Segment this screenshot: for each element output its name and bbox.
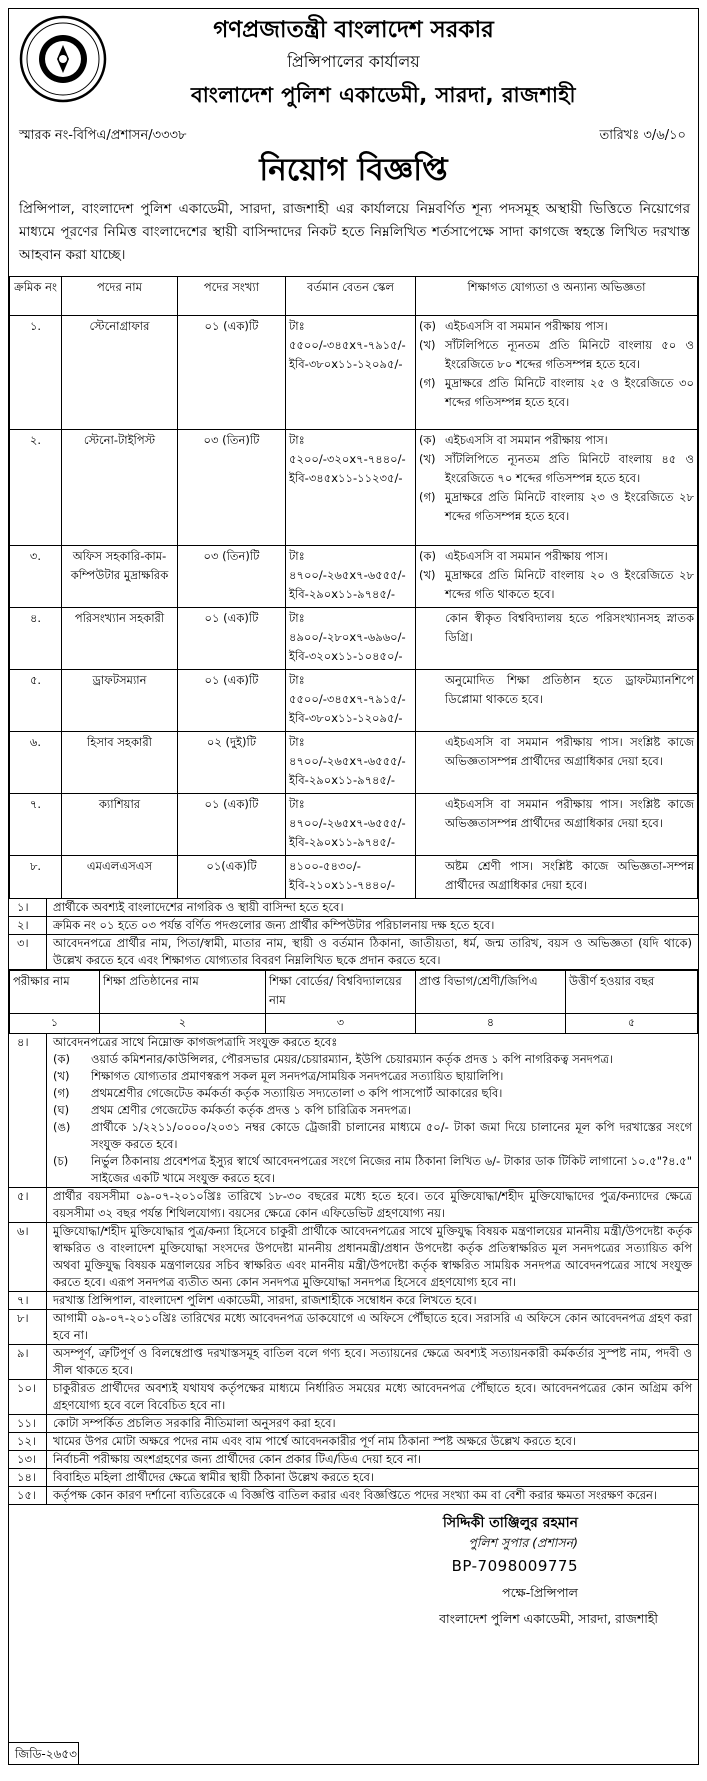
footer-code: জিডি-২৬৫৩ xyxy=(9,1742,79,1764)
post-pay-scale: টাঃ ৪৭০০/-২৬৫x৭-৬৫৫৫/- ইবি-২৯০x১১-৯৭৪৫/- xyxy=(286,794,416,856)
posts-header-row xyxy=(10,277,698,316)
note-item xyxy=(9,1487,698,1505)
post-serial: ৮. xyxy=(10,856,62,899)
document-list-item xyxy=(53,1068,692,1085)
posts-header-cell: ক্রমিক নং xyxy=(10,277,62,316)
education-table xyxy=(9,970,698,1034)
qualification-label: (ক) xyxy=(419,549,437,563)
note-item xyxy=(9,1292,698,1310)
note-item xyxy=(9,1433,698,1451)
note-number: ১৩। xyxy=(9,1451,47,1468)
note-text: প্রার্থীকে অবশ্যই বাংলাদেশের নাগরিক ও স্থায়ী বাসিন্দা হতে হবে। xyxy=(53,900,344,914)
post-row xyxy=(10,794,698,856)
qualification-text: সাঁটলিপিতে ন্যূনতম প্রতি মিনিটে বাংলায় ৫০ ও ইংরেজিতে ৮০ শব্দের গতিসম্পন্ন হতে হবে। xyxy=(445,338,694,371)
posts-header-cell: বর্তমান বেতন স্কেল xyxy=(286,277,416,316)
note-item xyxy=(9,1034,698,1188)
note-number: ৫। xyxy=(9,1188,47,1222)
qualification-item xyxy=(419,337,694,375)
signature-block xyxy=(9,1505,698,1655)
document-list-label: (ক) xyxy=(53,1052,71,1066)
note-number: ৮। xyxy=(9,1310,47,1344)
education-number-cell: ১ xyxy=(10,1014,100,1034)
note-number: ১১। xyxy=(9,1415,47,1432)
post-count: ০২ (দুই)টি xyxy=(178,732,286,794)
note-text: কর্তৃপক্ষ কোন কারণ দর্শানো ব্যতিরেকে এ বিজ্ঞপ্তি বাতিল করার এবং বিজ্ঞপ্তিতে পদের সংখ্যা কম বা বেশী করার ক্ষমতা সংরক্ষণ করেন। xyxy=(53,1488,658,1502)
note-text: মুক্তিযোদ্ধা/শহীদ মুক্তিযোদ্ধার পুত্র/কন্যা হিসেবে চাকুরী প্রার্থীকে আবেদনপত্রের সাথে মুক্তিযুদ্ধ বিষয়ক মন্ত্রণালয়ের মাননীয় মন্ত্রী/উপদেষ্টা কর্তৃক স্বাক্ষরিত ও বাংলাদেশ মুক্তিযোদ্ধা সংসদের উপদেষ্টা মাননীয় প্রধানমন্ত্রী/প্রধান উপদেষ্টা কর্তৃক প্রতিস্বাক্ষরিত মূল সনদপত্রের সত্যায়িত কপি অথবা মুক্তিযুদ্ধ বিষয়ক মন্ত্রণালয়ের সচিব স্বাক্ষরিত এবং মাননীয় মন্ত্রী/উপদেষ্টা কর্তৃক স্বাক্ষরিত সাময়িক সনদপত্র আবেদনপত্রের সাথে সংযুক্ত করতে হবে। এরূপ সনদপত্র ব্যতীত অন্য কোন সনদপত্র মুক্তিযোদ্ধা সনদপত্র হিসেবে গ্রহণযোগ্য হবে না। xyxy=(53,1224,692,1289)
memo-date: তারিখঃ ৩/৬/১০ xyxy=(599,128,686,143)
note-number: ১২। xyxy=(9,1433,47,1450)
notes-list-a xyxy=(9,899,698,970)
qualification-text: কোন স্বীকৃত বিশ্ববিদ্যালয় হতে পরিসংখ্যানসহ স্নাতক ডিগ্রি। xyxy=(445,611,694,644)
post-name: অফিস সহকারি-কাম-কম্পিউটার মুদ্রাক্ষরিক xyxy=(62,546,178,608)
document-list-label: (ঙ) xyxy=(53,1120,71,1134)
note-text: বিবাহিত মহিলা প্রার্থীদের ক্ষেত্রে স্বামীর স্থায়ী ঠিকানা উল্লেখ করতে হবে। xyxy=(53,1470,375,1484)
post-pay-scale: টাঃ ৪৯০০/-২৮০x৭-৬৯৬০/- ইবি-৩২০x১১-১০৪৫০/- xyxy=(286,608,416,670)
qualification-item xyxy=(419,318,694,337)
education-number-cell: ৩ xyxy=(266,1014,416,1034)
note-number: ৭। xyxy=(9,1292,47,1309)
qualification-item xyxy=(419,432,694,451)
note-text: অসম্পূর্ণ, ত্রুটিপূর্ণ ও বিলম্বেপ্রাপ্ত দরখাস্তসমূহ বাতিল বলে গণ্য হবে। সত্যায়নের ক্ষেত্রে অবশ্যই সত্যায়নকারী কর্মকর্তার সুস্পষ্ট নাম, পদবী ও সীল থাকতে হবে। xyxy=(53,1346,692,1377)
note-text: দরখাস্ত প্রিন্সিপাল, বাংলাদেশ পুলিশ একাডেমী, সারদা, রাজশাহীকে সম্বোধন করে লিখতে হবে। xyxy=(53,1293,477,1307)
note-text: প্রার্থীর বয়সসীমা ০৯-০৭-২০১০খ্রিঃ তারিখে ১৮-৩০ বছরের মধ্যে হতে হবে। তবে মুক্তিযোদ্ধা/শহীদ মুক্তিযোদ্ধাদের পুত্র/কন্যাদের ক্ষেত্রে বয়সসীমা ৩২ বছর পর্যন্ত শিথিলযোগ্য। বয়সের ক্ষেত্রে কোন এফিডেভিট গ্রহণযোগ্য নয়। xyxy=(53,1189,692,1220)
qualification-item xyxy=(419,489,694,527)
govt-title: গণপ্রজাতন্ত্রী বাংলাদেশ সরকার xyxy=(213,17,494,43)
post-serial: ১. xyxy=(10,316,62,430)
post-name: ক্যাশিয়ার xyxy=(62,794,178,856)
post-name: এমএলএসএস xyxy=(62,856,178,899)
memo-number: স্মারক নং-বিপিএ/প্রশাসন/৩৩৩৮ xyxy=(19,128,187,143)
note-number: ৩। xyxy=(9,935,47,969)
qualification-text: মুদ্রাক্ষরে প্রতি মিনিটে বাংলায় ২৫ ও ইংরেজিতে ৩০ শব্দের গতিসম্পন্ন হতে হবে। xyxy=(445,376,694,409)
qualification-item xyxy=(419,548,694,567)
post-row xyxy=(10,316,698,430)
posts-header-cell: পদের নাম xyxy=(62,277,178,316)
academy-title: বাংলাদেশ পুলিশ একাডেমী, সারদা, রাজশাহী xyxy=(191,83,576,107)
document-list-label: (ঘ) xyxy=(53,1103,70,1117)
post-name: পরিসংখ্যান সহকারী xyxy=(62,608,178,670)
post-pay-scale: টাঃ ৫৫০০/-৩৪৫x৭-৭৯১৫/- ইবি-৩৮০x১১-১২০৯৫/- xyxy=(286,670,416,732)
post-row xyxy=(10,546,698,608)
document-list-label: (খ) xyxy=(53,1069,70,1083)
qualification-label: (ক) xyxy=(419,433,437,447)
note-text: খামের উপর মোটা অক্ষরে পদের নাম এবং বাম পার্শ্বে আবেদনকারীর পূর্ণ নাম ঠিকানা স্পষ্ট অক্ষরে উল্লেখ করতে হবে। xyxy=(53,1434,577,1448)
qualification-item xyxy=(419,734,694,772)
document-list-text: ওয়ার্ড কমিশনার/কাউন্সিলর, পৌরসভার মেয়র/চেয়ারম্যান, ইউপি চেয়ারম্যান কর্তৃক প্রদত্ত ১ কপি নাগরিকত্ব সনদপত্র। xyxy=(91,1052,614,1066)
education-header-cell: প্রাপ্ত বিভাগ/শ্রেণী/জিপিএ xyxy=(416,971,566,1014)
post-count: ০৩ (তিন)টি xyxy=(178,430,286,546)
post-qualification xyxy=(416,794,698,856)
education-number-row xyxy=(10,1014,698,1034)
signatory-address: বাংলাদেশ পুলিশ একাডেমী, সারদা, রাজশাহী xyxy=(439,1611,658,1626)
note-text xyxy=(47,1034,698,1187)
post-pay-scale: টাঃ ৪৭০০/-২৬৫x৭-৬৫৫৫/- ইবি-২৯০x১১-৯৭৪৫/- xyxy=(286,546,416,608)
qualification-label xyxy=(419,734,445,772)
note-item xyxy=(9,1451,698,1469)
document-list-text: শিক্ষাগত যোগ্যতার প্রমাণস্বরূপ সকল মূল সনদপত্র/সাময়িক সনদপত্রের সত্যায়িত ছায়ালিপি। xyxy=(91,1069,504,1083)
post-serial: ৪. xyxy=(10,608,62,670)
qualification-text: এইচএসসি বা সমমান পরীক্ষায় পাস। সংশ্লিষ্ট কাজে অভিজ্ঞতাসম্পন্ন প্রার্থীদের অগ্রাধিকার দেয়া হবে। xyxy=(445,797,694,830)
qualification-item xyxy=(419,796,694,834)
qualification-label: (খ) xyxy=(419,568,436,582)
qualification-item xyxy=(419,858,694,896)
post-count: ০১ (এক)টি xyxy=(178,608,286,670)
note-number: ১। xyxy=(9,899,47,916)
document-list-item xyxy=(53,1051,692,1068)
post-count: ০৩ (তিন)টি xyxy=(178,546,286,608)
document-list-text: নির্ভুল ঠিকানায় প্রবেশপত্র ইস্যুর স্বার্থে আবেদনপত্রের সংগে নিজের নাম ঠিকানা লিখিত ৬/- টাকার ডাক টিকিট লাগানো ১০.৫"?৪.৫" সাইজের একটি খামে সংযুক্ত করতে হবে। xyxy=(91,1154,692,1185)
post-name: স্টেনো-টাইপিস্ট xyxy=(62,430,178,546)
qualification-text: মুদ্রাক্ষরে প্রতি মিনিটে বাংলায় ২৩ ও ইংরেজিতে ২৮ শব্দের গতিসম্পন্ন হতে হবে। xyxy=(445,490,694,523)
note-number: ২। xyxy=(9,917,47,934)
education-header-row xyxy=(10,971,698,1014)
document-list-item xyxy=(53,1153,692,1187)
note-number: ১৫। xyxy=(9,1487,47,1504)
document-list-text: প্রথমশ্রেণীর গেজেটেড কর্মকর্তা কর্তৃক সত্যায়িত সদ্যতোলা ৩ কপি পাসপোর্ট আকারের ছবি। xyxy=(91,1086,503,1100)
education-header-cell: উত্তীর্ণ হওয়ার বছর xyxy=(566,971,698,1014)
qualification-text: এইচএসসি বা সমমান পরীক্ষায় পাস। xyxy=(445,433,608,447)
note-number: ৪। xyxy=(9,1034,47,1187)
letterhead xyxy=(9,9,698,122)
post-row xyxy=(10,732,698,794)
qualification-label xyxy=(419,610,445,648)
posts-header-cell: পদের সংখ্যা xyxy=(178,277,286,316)
document-list-item xyxy=(53,1119,692,1153)
signatory-designation: পুলিশ সুপার (প্রশাসন) xyxy=(468,1535,578,1550)
document-list-text: প্রার্থীকে ১/২২১১/০০০০/২০৩১ নম্বর কোডে ট্রেজারী চালানের মাধ্যমে ৫০/- টাকা জমা দিয়ে চালানের মূল কপি দরখাস্তের সংগে সংযুক্ত করতে হবে। xyxy=(91,1120,692,1151)
post-qualification xyxy=(416,546,698,608)
note-text: ক্রমিক নং ০১ হতে ০৩ পর্যন্ত বর্ণিত পদগুলোর জন্য প্রার্থীর কম্পিউটার পরিচালনায় দক্ষ হতে হবে। xyxy=(53,918,495,932)
note-item xyxy=(9,1310,698,1345)
qualification-text: সাঁটলিপিতে ন্যূনতম প্রতি মিনিটে বাংলায় ৪৫ ও ইংরেজিতে ৭০ শব্দের গতিসম্পন্ন হতে হবে। xyxy=(445,452,694,485)
education-number-cell: ২ xyxy=(100,1014,266,1034)
post-row xyxy=(10,856,698,899)
document-list-label: (গ) xyxy=(53,1086,70,1100)
office-title: প্রিন্সিপালের কার্যালয় xyxy=(287,52,420,71)
note-text: নির্বাচনী পরীক্ষায় অংশগ্রহণের জন্য প্রার্থীদের কোন প্রকার টিএ/ডিএ দেয়া হবে না। xyxy=(53,1452,422,1466)
notice-title: নিয়োগ বিজ্ঞপ্তি xyxy=(259,152,448,188)
qualification-label: (ক) xyxy=(419,319,437,333)
document-list-label: (চ) xyxy=(53,1154,69,1168)
qualification-label: (গ) xyxy=(419,376,436,390)
posts-table xyxy=(9,276,698,899)
signatory-bp-number: BP-7098009775 xyxy=(451,1557,578,1575)
post-pay-scale: টাঃ ৪৭০০/-২৬৫x৭-৬৫৫৫/- ইবি-২৯০x১১-৯৭৪৫/- xyxy=(286,732,416,794)
note-number: ১৪। xyxy=(9,1469,47,1486)
signatory-name: সিদ্দিকী তাঞ্জিলুর রহমান xyxy=(442,1515,578,1531)
note-number: ৬। xyxy=(9,1223,47,1291)
post-qualification xyxy=(416,732,698,794)
note-item xyxy=(9,1188,698,1223)
note-text: কোটা সম্পর্কিত প্রচলিত সরকারি নীতিমালা অনুসরণ করা হবে। xyxy=(53,1416,336,1430)
reference-line xyxy=(9,122,698,150)
post-row xyxy=(10,670,698,732)
post-serial: ৬. xyxy=(10,732,62,794)
post-qualification xyxy=(416,316,698,430)
document-list-text: প্রথম শ্রেণীর গেজেটেড কর্মকর্তা কর্তৃক প্রদত্ত ১ কপি চারিত্রিক সনদপত্র। xyxy=(91,1103,411,1117)
document-page xyxy=(8,8,699,1765)
post-qualification xyxy=(416,670,698,732)
post-pay-scale: টাঃ ৫২০০/-৩২০x৭-৭৪৪০/- ইবি-৩৪৫x১১-১১২৩৫/- xyxy=(286,430,416,546)
qualification-item xyxy=(419,610,694,648)
education-number-cell: ৫ xyxy=(566,1014,698,1034)
on-behalf-of: পক্ষে-প্রিন্সিপাল xyxy=(502,1585,578,1600)
note-item xyxy=(9,917,698,935)
qualification-label xyxy=(419,858,445,896)
post-qualification xyxy=(416,856,698,899)
note-item xyxy=(9,1380,698,1415)
post-count: ০১ (এক)টি xyxy=(178,670,286,732)
post-qualification xyxy=(416,608,698,670)
post-count: ০১ (এক)টি xyxy=(178,316,286,430)
note-number: ৯। xyxy=(9,1345,47,1379)
qualification-label xyxy=(419,796,445,834)
post-serial: ৫. xyxy=(10,670,62,732)
note-item xyxy=(9,899,698,917)
post-qualification xyxy=(416,430,698,546)
education-number-cell: ৪ xyxy=(416,1014,566,1034)
qualification-text: অষ্টম শ্রেণী পাস। সংশ্লিষ্ট কাজে অভিজ্ঞতা-সম্পন্ন প্রার্থীদের অগ্রাধিকার দেয়া হবে। xyxy=(445,859,694,892)
note-intro: আবেদনপত্রের সাথে নিম্নোক্ত কাগজপত্রাদি সংযুক্ত করতে হবেঃ xyxy=(53,1035,338,1049)
education-header-cell: শিক্ষা বোর্ডের/ বিশ্ববিদ্যালয়ের নাম xyxy=(266,971,416,1014)
qualification-text: মুদ্রাক্ষরে প্রতি মিনিটে বাংলায় ২০ ও ইংরেজিতে ২৮ শব্দের গতি থাকতে হবে। xyxy=(445,568,694,601)
post-pay-scale: টাঃ ৫৫০০/-৩৪৫x৭-৭৯১৫/- ইবি-৩৮০x১১-১২০৯৫/- xyxy=(286,316,416,430)
qualification-item xyxy=(419,672,694,710)
education-header-cell: পরীক্ষার নাম xyxy=(10,971,100,1014)
post-row xyxy=(10,430,698,546)
note-text: চাকুরীরত প্রার্থীদের অবশ্যই যথাযথ কর্তৃপক্ষের মাধ্যমে নির্ধারিত সময়ের মধ্যে আবেদনপত্র পৌঁছাতে হবে। আবেদনপত্রের কোন অগ্রিম কপি গ্রহণযোগ্য হবে বলে বিবেচিত হবে না। xyxy=(53,1381,692,1412)
post-pay-scale: ৪১০০-৫৪৩০/- ইবি-২১০x১১-৭৪৪০/- xyxy=(286,856,416,899)
education-header-cell: শিক্ষা প্রতিষ্ঠানের নাম xyxy=(100,971,266,1014)
qualification-label: (গ) xyxy=(419,490,436,504)
qualification-text: এইচএসসি বা সমমান পরীক্ষায় পাস। xyxy=(445,549,608,563)
qualification-text: অনুমোদিত শিক্ষা প্রতিষ্ঠান হতে ড্রাফটম্যানশিপে ডিপ্লোমা থাকতে হবে। xyxy=(445,673,694,706)
note-text: আবেদনপত্রে প্রার্থীর নাম, পিতা/স্বামী, মাতার নাম, স্থায়ী ও বর্তমান ঠিকানা, জাতীয়তা, ধর্ম, জন্ম তারিখ, বয়স ও অভিজ্ঞতা (যদি থাকে) উল্লেখ করতে হবে এবং শিক্ষাগত যোগ্যতার বিবরণ নিম্নলিখিত ছকে প্রদান করতে হবে। xyxy=(53,936,692,967)
note-item xyxy=(9,1223,698,1292)
qualification-item xyxy=(419,451,694,489)
qualification-label: (খ) xyxy=(419,452,436,466)
post-serial: ২. xyxy=(10,430,62,546)
note-text: আগামী ০৯-০৭-২০১০খ্রিঃ তারিখের মধ্যে আবেদনপত্র ডাকযোগে এ অফিসে পৌঁছাতে হবে। সরাসরি এ অফিসে কোন আবেদনপত্র গ্রহণ করা হবে না। xyxy=(53,1311,692,1342)
qualification-item xyxy=(419,375,694,413)
post-count: ০১ (এক)টি xyxy=(178,794,286,856)
qualification-text: এইচএসসি বা সমমান পরীক্ষায় পাস। সংশ্লিষ্ট কাজে অভিজ্ঞতাসম্পন্ন প্রার্থীদের অগ্রাধিকার দেয়া হবে। xyxy=(445,735,694,768)
post-name: স্টেনোগ্রাফার xyxy=(62,316,178,430)
post-name: ড্রাফটসম্যান xyxy=(62,670,178,732)
note-item xyxy=(9,1415,698,1433)
qualification-text: এইচএসসি বা সমমান পরীক্ষায় পাস। xyxy=(445,319,608,333)
post-count: ০১(এক)টি xyxy=(178,856,286,899)
note-item xyxy=(9,1469,698,1487)
post-name: হিসাব সহকারী xyxy=(62,732,178,794)
intro-paragraph: প্রিন্সিপাল, বাংলাদেশ পুলিশ একাডেমী, সারদা, রাজশাহী এর কার্যালয়ে নিম্নবর্ণিত শূন্য পদসমূহ অস্থায়ী ভিত্তিতে নিয়োগের মাধ্যমে পূরণের নিমিত্ত বাংলাদেশের স্থায়ী বাসিন্দাদের নিকট হতে নিম্নলিখিত শর্তসাপেক্ষে সাদা কাগজে স্বহস্তে লিখিত দরখাস্ত আহবান করা যাচ্ছে। xyxy=(19,201,690,263)
post-serial: ৭. xyxy=(10,794,62,856)
post-row xyxy=(10,608,698,670)
notes-list-b xyxy=(9,1034,698,1505)
post-serial: ৩. xyxy=(10,546,62,608)
qualification-item xyxy=(419,567,694,605)
note-item xyxy=(9,935,698,970)
qualification-label: (খ) xyxy=(419,338,436,352)
document-list-item xyxy=(53,1102,692,1119)
note-item xyxy=(9,1345,698,1380)
note-number: ১০। xyxy=(9,1380,47,1414)
posts-header-cell: শিক্ষাগত যোগ্যতা ও অন্যান্য অভিজ্ঞতা xyxy=(416,277,698,316)
document-list-item xyxy=(53,1085,692,1102)
qualification-label xyxy=(419,672,445,710)
